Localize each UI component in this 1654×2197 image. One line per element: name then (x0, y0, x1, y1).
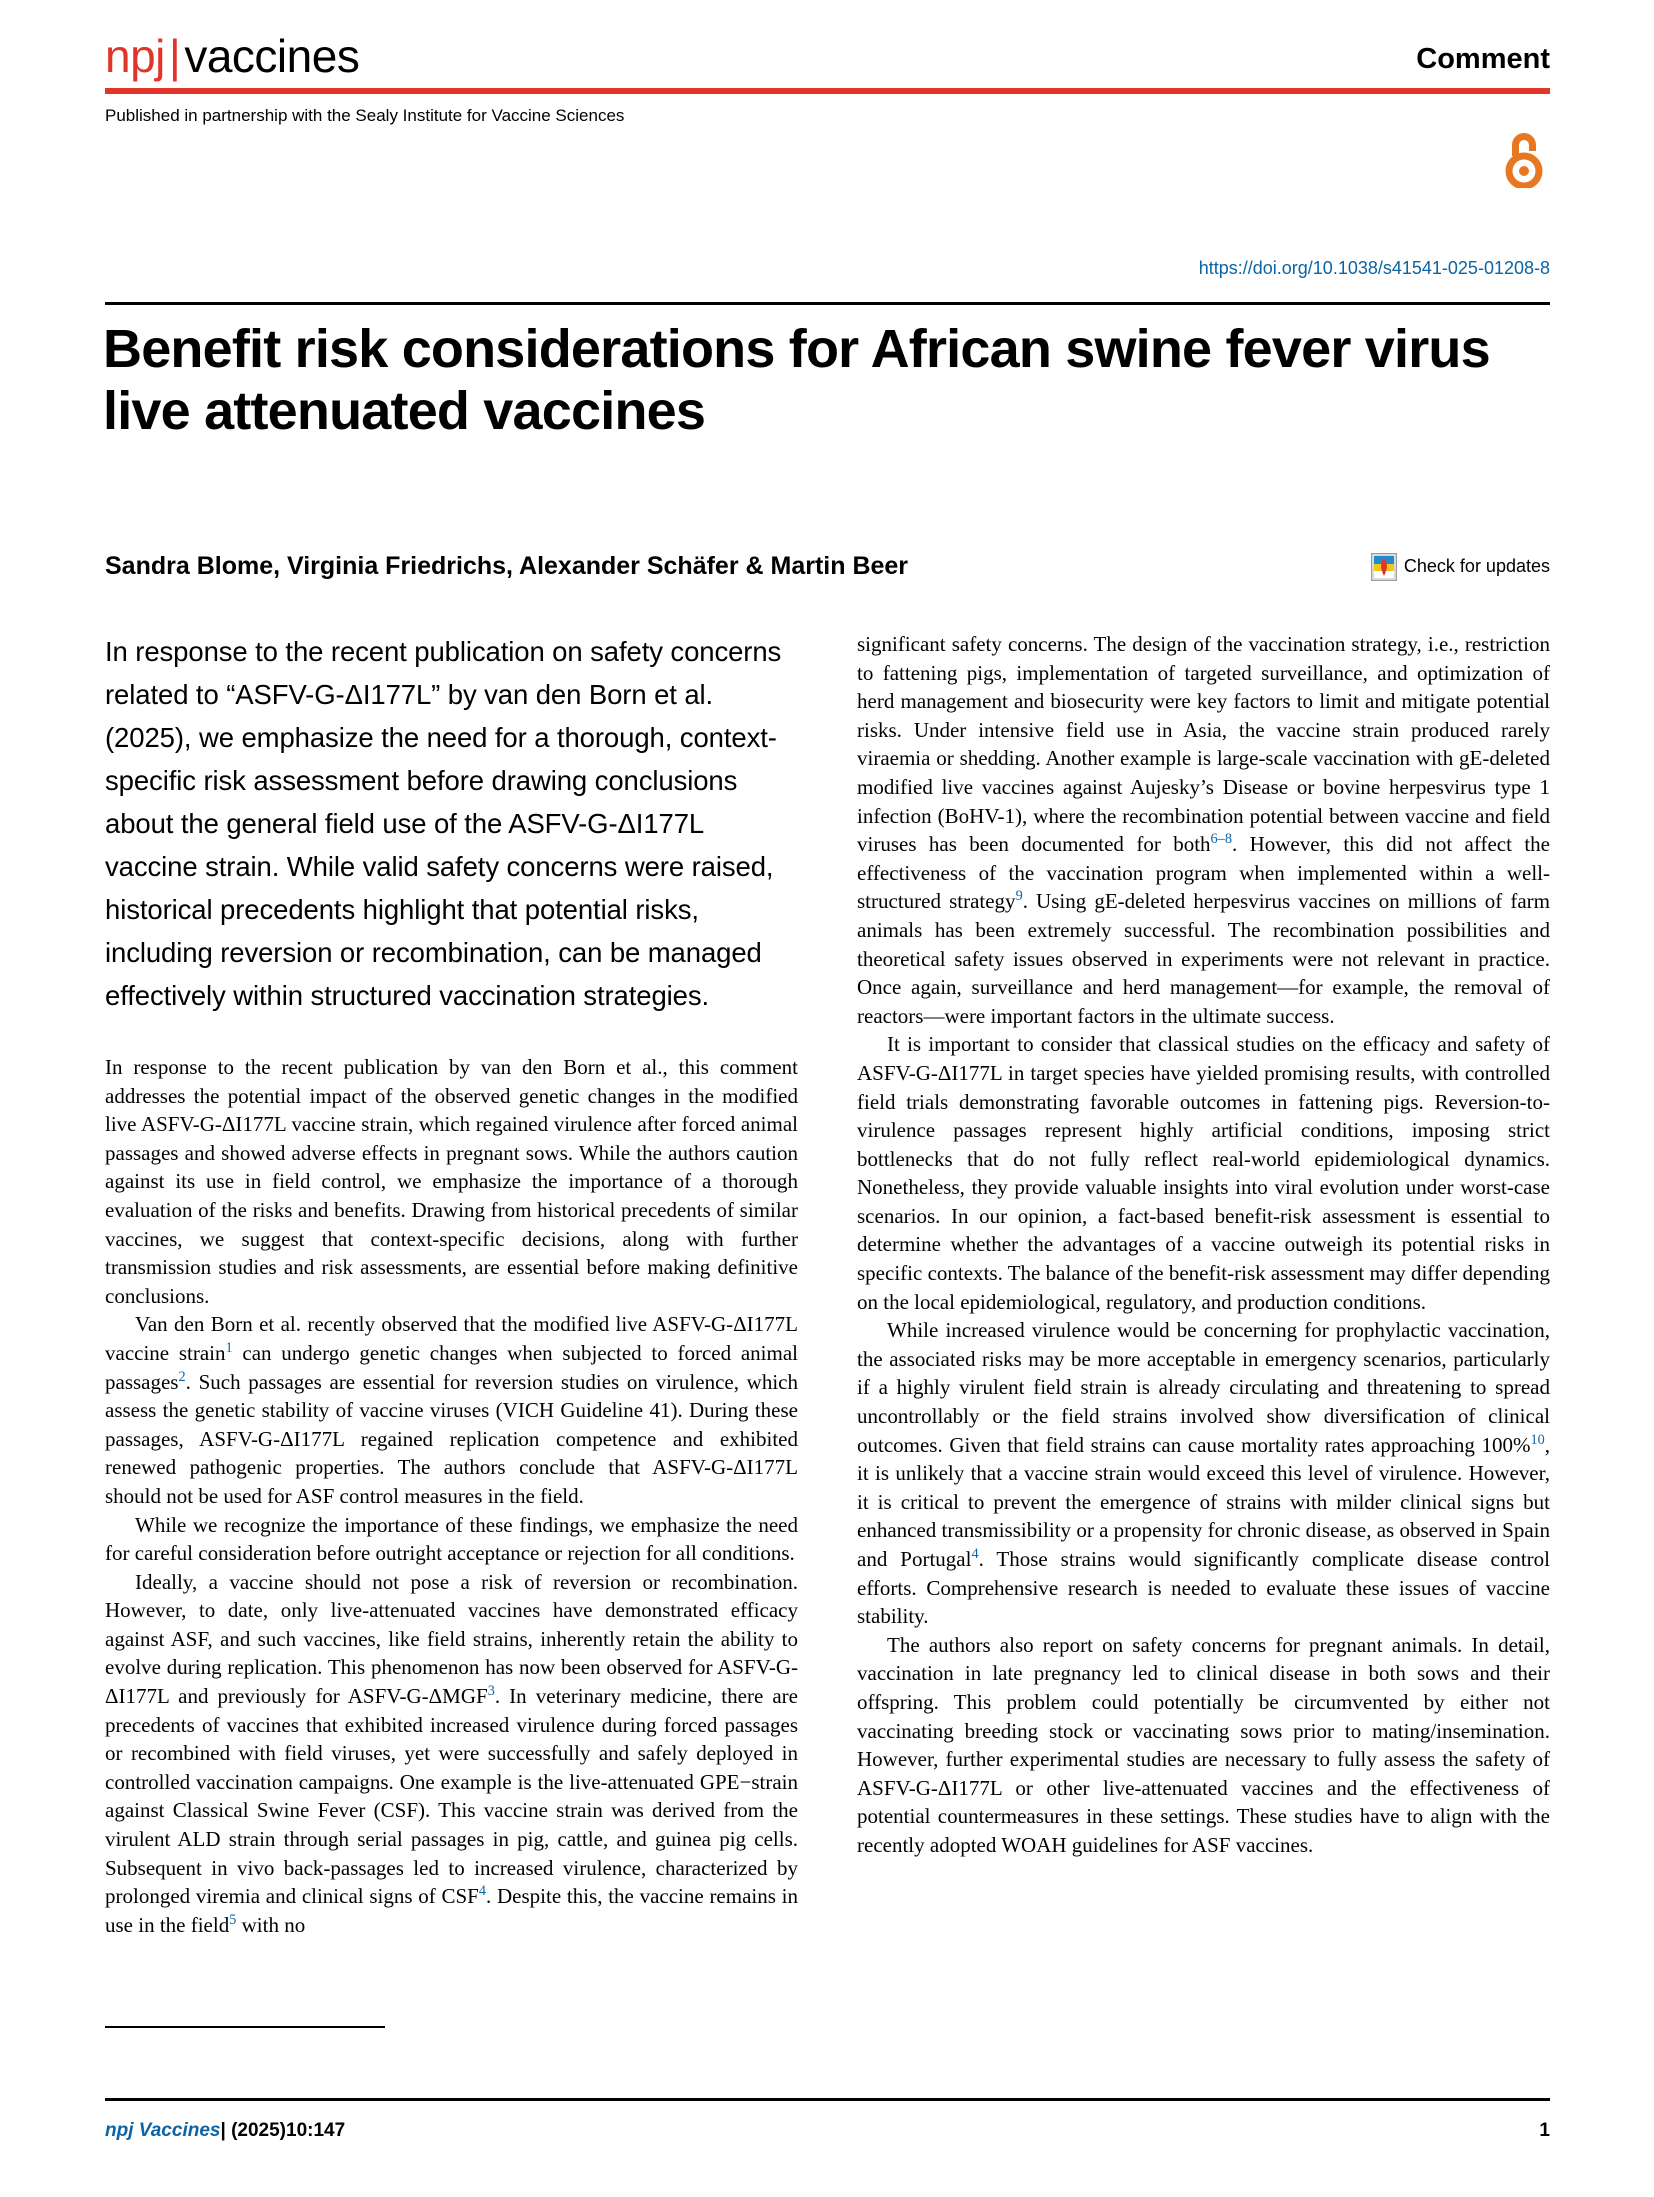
body-paragraph: While increased virulence would be concerning for prophylactic vaccination, the associated risks may be more acceptable in emergency scenarios, particularly if a highly virulent field strain is already circulating and threatening to spread uncontrollably or the field strains involved show diversification of clinical outcomes. Given that field strains can cause mortality rates approaching 100%$^{10}$, it is unlikely that a vaccine strain would exceed this level of virulence. However, it is critical to prevent the emergence of strains with milder clinical signs but enhanced transmissibility or a propensity for chronic disease, as observed in Spain and Portugal$^4$. Those strains would significantly complicate disease control efforts. Comprehensive research is needed to evaluate these issues of vaccine stability. (857, 1318, 1550, 1629)
reference-superscript[interactable]: 9 (1015, 888, 1023, 905)
left-column-paragraphs (105, 1053, 798, 1939)
standfirst-paragraph: In response to the recent publication on safety concerns related to “ASFV-G-ΔI177L” by van den Born et al. (2025), we emphasize the need for a thorough, context-specific risk assessment before drawing conclusions about the general field use of the ASFV-G-ΔI177L vaccine strain. While valid safety concerns were raised, historical precedents highlight that potential risks, including reversion or recombination, can be managed effectively within structured vaccination strategies. (105, 636, 782, 1011)
reference-superscript[interactable]: 6–8 (1210, 831, 1232, 848)
body-paragraph: In response to the recent publication by van den Born et al., this comment addresses the potential impact of the observed genetic changes in the modified live ASFV-G-ΔI177L vaccine strain, which regained virulence after forced animal passages and showed adverse effects in pregnant sows. While the authors caution against its use in field control, we emphasize the importance of a thorough evaluation of the risks and benefits. Drawing from historical precedents of similar vaccines, we suggest that context-specific decisions, along with further transmission studies and risk assessments, are essential before making definitive conclusions. (105, 1055, 798, 1308)
author-row (105, 552, 1550, 581)
masthead (105, 30, 1550, 126)
footnote-separator-rule (105, 2026, 385, 2028)
check-for-updates-label: Check for updates (1403, 556, 1550, 576)
column-left (105, 630, 798, 1939)
footer-journal-name: npj Vaccines (105, 2120, 221, 2141)
footer-divider: | (220, 2120, 226, 2141)
footer-citation (105, 2120, 345, 2142)
doi-link[interactable]: https://doi.org/10.1038/s41541-025-01208-8 (1198, 258, 1550, 278)
page-number: 1 (1539, 2120, 1550, 2141)
body-paragraph: It is important to consider that classical studies on the efficacy and safety of ASFV-G-ΔI177L in target species have yielded promising results, with controlled field trials demonstrating favorable outcomes in fattening pigs. Reversion-to-virulence passages represent highly artificial conditions, imposing strict bottlenecks that do not fully reflect real-world epidemiological dynamics. Nonetheless, they provide valuable insights into viral evolution under worst-case scenarios. In our opinion, a fact-based benefit-risk assessment is essential to determine whether the advantages of a vaccine outweigh its potential risks in specific contexts. The balance of the benefit-risk assessment may differ depending on the local epidemiological, regulatory, and production conditions. (857, 1032, 1550, 1314)
title-top-rule (105, 302, 1550, 305)
reference-superscript[interactable]: 4 (971, 1546, 979, 1562)
masthead-red-rule (105, 88, 1550, 94)
body-paragraph: Ideally, a vaccine should not pose a risk of reversion or recombination. However, to date, only live-attenuated vaccines have demonstrated efficacy against ASF, and such vaccines, like field strains, inherently retain the ability to evolve during replication. This phenomenon has now been observed for ASFV-G-ΔI177L and previously for ASFV-G-ΔMGF$^3$. In veterinary medicine, there are precedents of vaccines that exhibited increased virulence during forced passages or recombined with field viruses, yet were successfully and safely deployed in controlled vaccination campaigns. One example is the live-attenuated GPE−strain against Classical Swine Fever (CSF). This vaccine strain was derived from the virulent ALD strain through serial passages in pig, cattle, and guinea pig cells. Subsequent in vivo back-passages led to increased virulence, characterized by prolonged viremia and clinical signs of CSF$^4$. Despite this, the vaccine remains in use in the field$^5$ with no (105, 1569, 798, 1937)
article-body (105, 630, 1550, 2030)
body-paragraph: significant safety concerns. The design of the vaccination strategy, i.e., restriction to fattening pigs, implementation of targeted surveillance, and optimization of herd management and biosecurity were key factors to limit and mitigate potential risks. Under intensive field use in Asia, the vaccine strain produced rarely viraemia or shedding. Another example is large-scale vaccination with gE-deleted modified live vaccines against Aujesky’s Disease or bovine herpesvirus type 1 infection (BoHV-1), where the recombination potential between vaccine and field viruses has been documented for both$^{6-8}$. However, this did not affect the effectiveness of the vaccination program when implemented within a well-structured strategy$^9$. Using gE-deleted herpesvirus vaccines on millions of farm animals has been extremely successful. The recombination possibilities and theoretical safety issues observed in experiments were not relevant in practice. Once again, surveillance and herd management—for example, the removal of reactors—were important factors in the ultimate success. (857, 632, 1551, 1028)
article-type-label: Comment (1416, 43, 1550, 75)
crossmark-badge-icon (1371, 553, 1397, 581)
body-paragraph: While we recognize the importance of these findings, we emphasize the need for careful consideration before outright acceptance or rejection for all conditions. (105, 1512, 798, 1566)
reference-superscript[interactable]: 10 (1530, 1431, 1545, 1448)
journal-logo[interactable] (105, 30, 359, 82)
page-footer (105, 2120, 1550, 2142)
partnership-statement: Published in partnership with the Sealy Institute for Vaccine Sciences (105, 106, 625, 125)
page-title: Benefit risk considerations for African swine fever virus live attenuated vaccines (103, 319, 1490, 441)
right-column-paragraphs (857, 630, 1550, 1860)
footer-volume-issue: (2025)10:147 (225, 2120, 346, 2141)
journal-logo-name: vaccines (184, 30, 360, 82)
reference-superscript[interactable]: 4 (478, 1883, 486, 1900)
footer-rule (105, 2098, 1550, 2101)
masthead-row (105, 30, 1550, 82)
reference-superscript[interactable]: 1 (225, 1339, 233, 1356)
column-right (857, 630, 1550, 1860)
journal-logo-divider: | (168, 30, 181, 82)
author-list: Sandra Blome, Virginia Friedrichs, Alexander Schäfer & Martin Beer (105, 552, 909, 580)
open-access-icon (1498, 130, 1550, 188)
reference-superscript[interactable]: 2 (178, 1368, 186, 1385)
check-for-updates-badge[interactable] (1371, 553, 1550, 581)
reference-superscript[interactable]: 5 (229, 1911, 237, 1928)
journal-logo-npj: npj (105, 30, 165, 82)
body-paragraph: The authors also report on safety concerns for pregnant animals. In detail, vaccination in late pregnancy led to clinical disease in both sows and their offspring. This problem could potentially be circumvented by either not vaccinating breeding stock or vaccinating sows prior to mating/insemination. However, further experimental studies are necessary to fully assess the safety of ASFV-G-ΔI177L or other live-attenuated vaccines and the effectiveness of potential countermeasures in these settings. These studies have to align with the recently adopted WOAH guidelines for ASF vaccines. (857, 1632, 1550, 1857)
body-paragraph: Van den Born et al. recently observed that the modified live ASFV-G-ΔI177L vaccine strain$^1$ can undergo genetic changes when subjected to forced animal passages$^2$. Such passages are essential for reversion studies on virulence, which assess the genetic stability of vaccine viruses (VICH Guideline 41). During these passages, ASFV-G-ΔI177L regained replication competence and exhibited renewed pathogenic properties. The authors conclude that ASFV-G-ΔI177L should not be used for ASF control measures in the field. (105, 1312, 798, 1508)
reference-superscript[interactable]: 3 (487, 1683, 495, 1700)
